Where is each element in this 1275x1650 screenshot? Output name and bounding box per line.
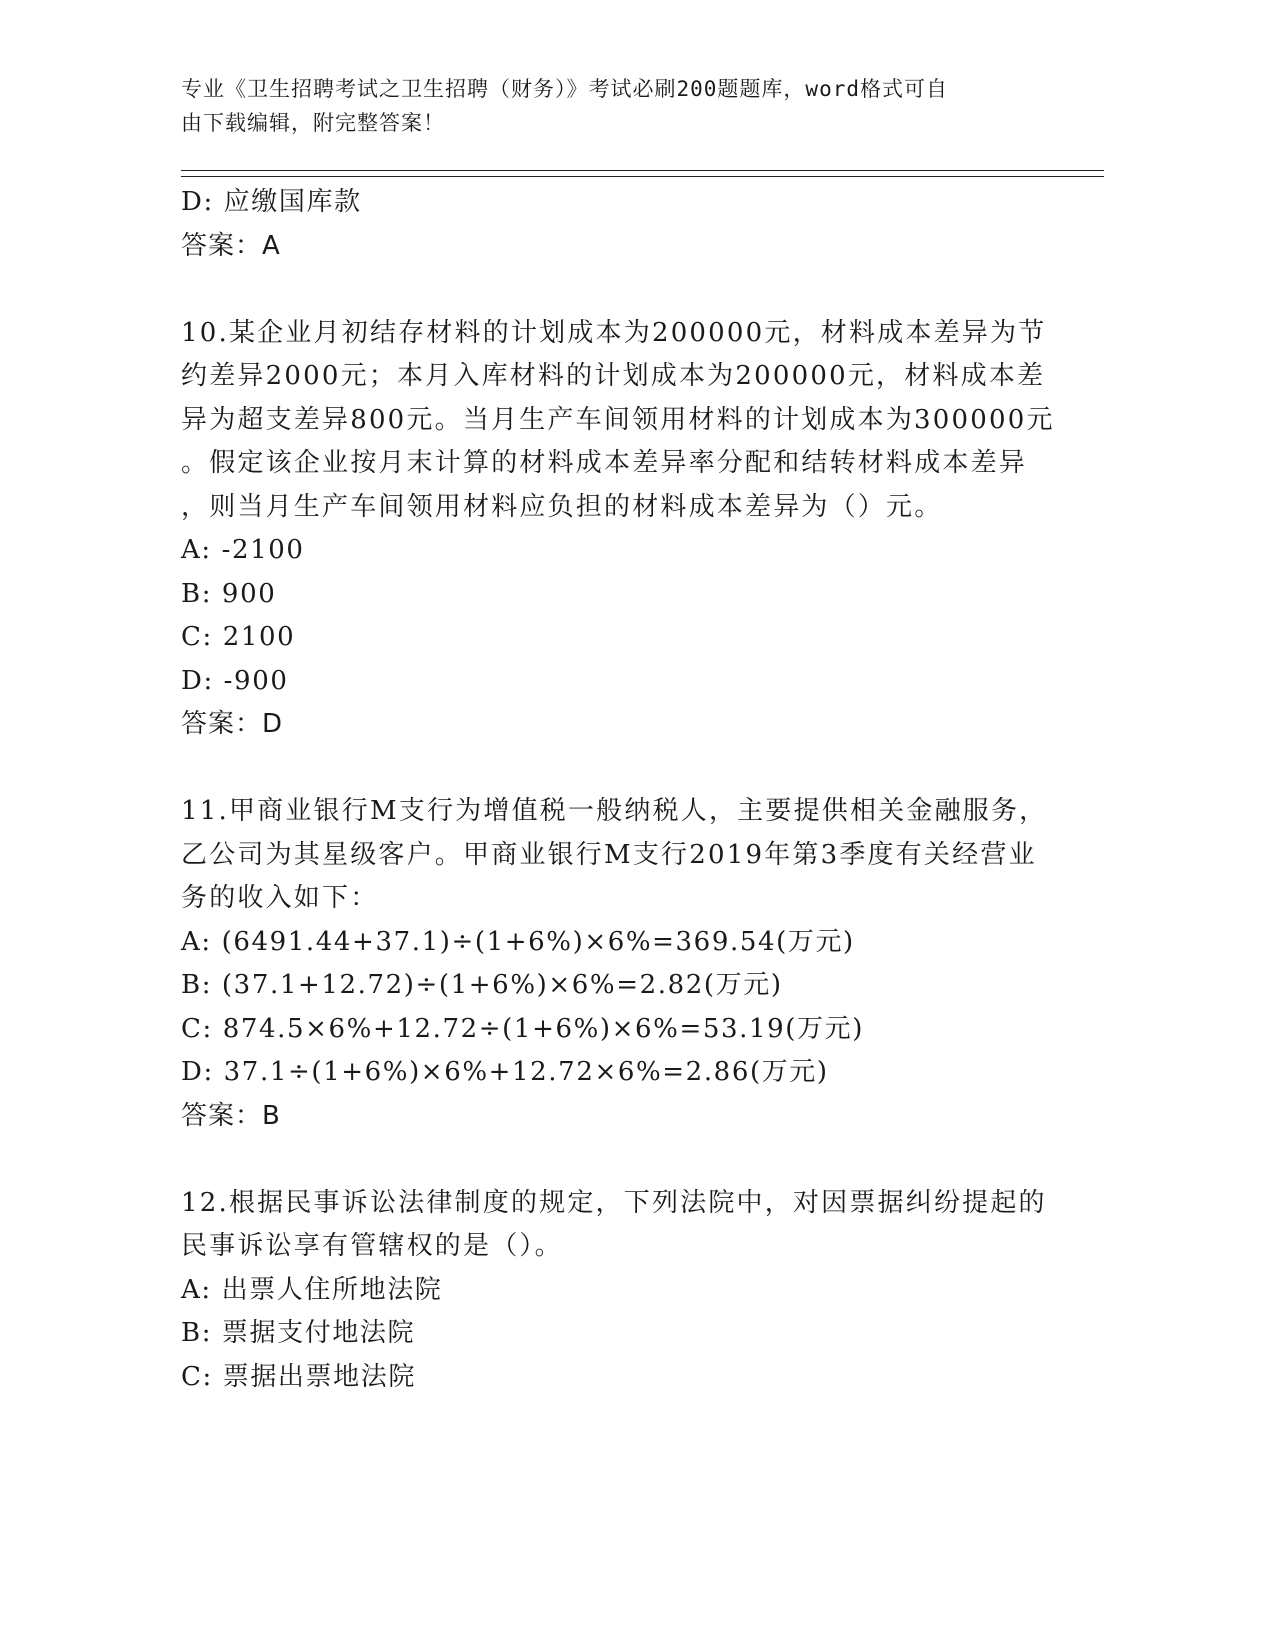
question-line: 民事诉讼享有管辖权的是（）。 (181, 1231, 563, 1261)
question-10-text (181, 312, 1081, 530)
option-a: A: 出票人住所地法院 (181, 1274, 443, 1305)
header-line-1: 专业《卫生招聘考试之卫生招聘（财务）》考试必刷200题题库，word格式可自 (181, 77, 948, 101)
question-11-text (181, 790, 1081, 921)
option-b: B: (37.1+12.72)÷(1+6%)×6%=2.82(万元) (181, 970, 783, 1000)
header-rule-bottom (181, 176, 1104, 177)
question-12-text (181, 1182, 1081, 1269)
question-line: 异为超支差异800元。当月生产车间领用材料的计划成本为300000元 (181, 404, 1055, 435)
option-b: B: 票据支付地法院 (181, 1318, 416, 1348)
spacer (181, 268, 1081, 312)
question-line: ，则当月生产车间领用材料应负担的材料成本差异为（）元。 (181, 491, 943, 522)
option-c: C: 874.5×6%+12.72÷(1+6%)×6%=53.19(万元) (181, 1013, 864, 1044)
option-c: C: 票据出票地法院 (181, 1361, 416, 1392)
question-line: 11.甲商业银行M支行为增值税一般纳税人，主要提供相关金融服务， (181, 796, 1048, 826)
question-line: 约差异2000元；本月入库材料的计划成本为200000元，材料成本差 (181, 361, 1046, 391)
header-line-2: 由下载编辑，附完整答案！ (181, 111, 445, 135)
answer-label: 答案：B (181, 1100, 281, 1131)
header-rule-top (181, 170, 1104, 171)
answer-label: 答案：D (181, 709, 284, 739)
question-line: 10.某企业月初结存材料的计划成本为200000元，材料成本差异为节 (181, 317, 1047, 348)
option-d: D: 37.1÷(1+6%)×6%+12.72×6%=2.86(万元) (181, 1057, 829, 1087)
option-d: D: -900 (181, 665, 289, 696)
question-line: 务的收入如下： (181, 883, 379, 913)
answer-label: 答案：A (181, 230, 281, 261)
option-a: A: (6491.44+37.1)÷(1+6%)×6%=369.54(万元) (181, 926, 855, 957)
question-line: 乙公司为其星级客户。甲商业银行M支行2019年第3季度有关经营业 (181, 839, 1037, 870)
option-a: A: -2100 (181, 535, 305, 565)
question-line: 。假定该企业按月末计算的材料成本差异率分配和结转材料成本差异 (181, 448, 1028, 478)
spacer (181, 1138, 1081, 1182)
option-b: B: 900 (181, 578, 277, 609)
option-d: D: 应缴国库款 (181, 187, 362, 217)
page-header (181, 72, 1051, 140)
question-content (181, 181, 1081, 1399)
option-c: C: 2100 (181, 622, 296, 652)
spacer (181, 747, 1081, 791)
question-line: 12.根据民事诉讼法律制度的规定，下列法院中，对因票据纠纷提起的 (181, 1187, 1047, 1218)
